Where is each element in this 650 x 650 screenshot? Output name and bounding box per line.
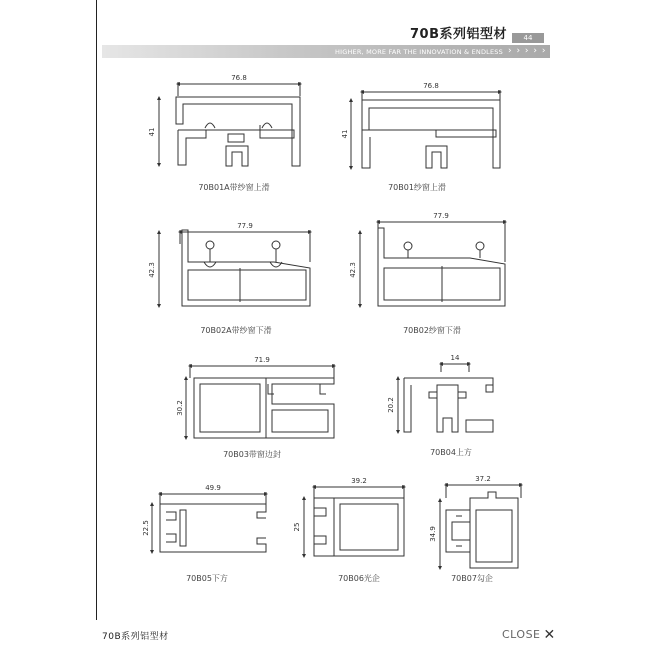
profile-70b03 — [186, 364, 334, 438]
dim-height-70b02a: 42.3 — [148, 262, 156, 278]
caption-70b03: 70B03带窗边封 — [223, 450, 281, 459]
profile-70b05 — [152, 492, 266, 552]
dim-width-70b01a: 76.8 — [231, 74, 247, 82]
dim-width-70b02a: 77.9 — [237, 222, 253, 230]
caption-70b07: 70B07勾企 — [451, 574, 493, 583]
dim-width-70b05: 49.9 — [205, 484, 221, 492]
profile-70b02 — [360, 220, 505, 306]
caption-70b04: 70B04上方 — [430, 448, 472, 457]
dim-width-70b03: 71.9 — [254, 356, 270, 364]
close-icon: ✕ — [543, 627, 556, 643]
chevron-arrows-icon: › › › › › — [508, 46, 547, 56]
caption-70b01: 70B01纱窗上滑 — [388, 183, 446, 192]
caption-70b02: 70B02纱窗下滑 — [403, 326, 461, 335]
dim-height-70b02: 42.3 — [349, 262, 357, 278]
profile-70b07 — [440, 483, 521, 568]
dim-width-70b04: 14 — [450, 354, 460, 362]
dim-height-70b07: 34.9 — [429, 526, 437, 542]
profile-70b01 — [351, 90, 500, 168]
caption-70b02a: 70B02A带纱窗下滑 — [200, 326, 272, 335]
header-slogan: HIGHER, MORE FAR THE INNOVATION & ENDLESS — [335, 48, 503, 56]
close-label: CLOSE — [502, 628, 541, 641]
profile-70b01a — [159, 82, 300, 166]
profile-70b04 — [398, 362, 493, 432]
close-button[interactable] — [502, 627, 556, 643]
dim-height-70b01: 41 — [341, 129, 349, 139]
dim-height-70b03: 30.2 — [176, 400, 184, 416]
dim-height-70b01a: 41 — [148, 127, 156, 137]
page-number: 44 — [512, 33, 544, 43]
footer-title: 70B系列铝型材 — [102, 632, 169, 642]
profile-70b06 — [304, 485, 404, 556]
caption-70b06: 70B06光企 — [338, 574, 380, 583]
dim-height-70b05: 22.5 — [142, 520, 150, 536]
dim-height-70b06: 25 — [293, 522, 301, 532]
page-title: 70B系列铝型材 — [410, 27, 507, 42]
caption-70b01a: 70B01A带纱窗上滑 — [198, 183, 270, 192]
dim-width-70b06: 39.2 — [351, 477, 367, 485]
dim-width-70b02: 77.9 — [433, 212, 449, 220]
dim-height-70b04: 20.2 — [387, 397, 395, 413]
dim-width-70b07: 37.2 — [475, 475, 491, 483]
dim-width-70b01: 76.8 — [423, 82, 439, 90]
profile-70b02a — [159, 230, 310, 306]
caption-70b05: 70B05下方 — [186, 574, 228, 583]
